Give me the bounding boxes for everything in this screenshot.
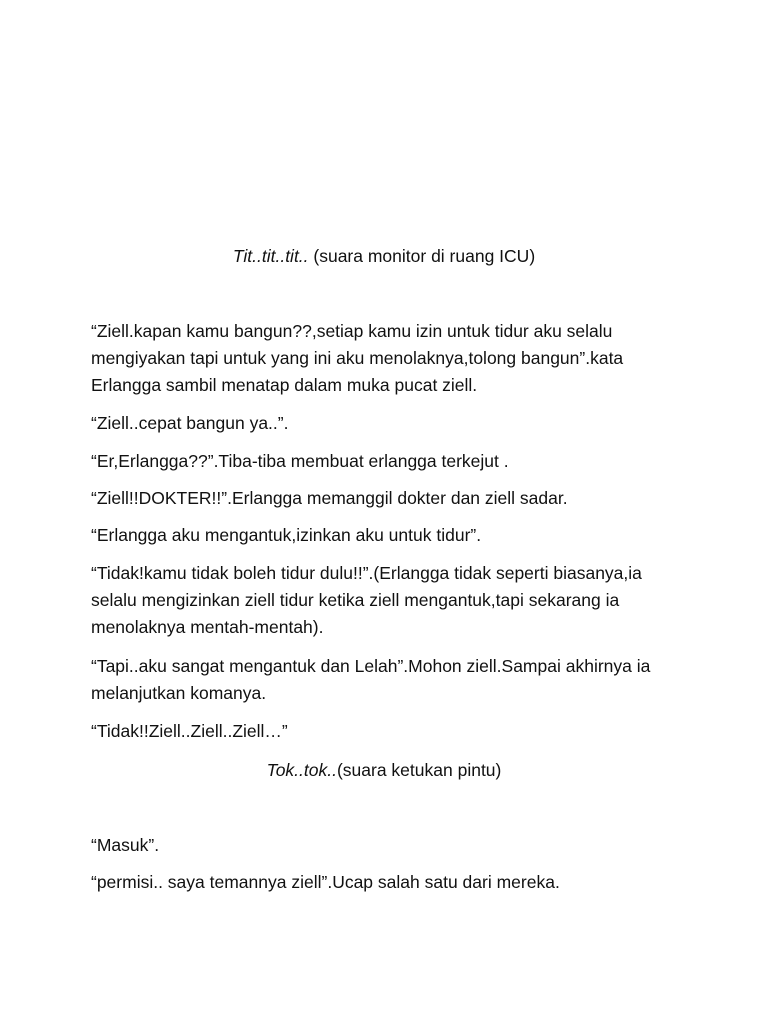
scene-description: (suara ketukan pintu): [336, 760, 502, 780]
paragraph-6: “Tidak!kamu tidak boleh tidur dulu!!”.(Erlangga tidak seperti biasanya,ia selalu mengizinkan ziell tidur ketika ziell mengantuk,tapi sekarang ia menolaknya mentah-mentah).: [91, 563, 642, 637]
paragraph-10: “permisi.. saya temannya ziell”.Ucap salah satu dari mereka.: [91, 872, 560, 892]
paragraph-4: “Ziell!!DOKTER!!”.Erlangga memanggil dokter dan ziell sadar.: [91, 488, 568, 508]
sound-effect-text: Tit..tit..tit..: [232, 246, 309, 266]
paragraph-1: “Ziell.kapan kamu bangun??,setiap kamu izin untuk tidur aku selalu mengiyakan tapi untuk yang ini aku menolaknya,tolong bangun”.kata Erlangga sambil menatap dalam muka pucat ziell.: [91, 321, 624, 395]
paragraph-3: “Er,Erlangga??”.Tiba-tiba membuat erlangga terkejut .: [91, 451, 509, 471]
paragraph-7: “Tapi..aku sangat mengantuk dan Lelah”.Mohon ziell.Sampai akhirnya ia melanjutkan komanya.: [91, 656, 651, 703]
sound-effect-text: Tok..tok..: [266, 760, 337, 780]
scene-heading-knock: [0, 758, 768, 782]
paragraph-9: “Masuk”.: [91, 835, 160, 855]
paragraph-8: “Tidak!!Ziell..Ziell..Ziell…”: [91, 721, 288, 741]
paragraph-2: “Ziell..cepat bangun ya..”.: [91, 413, 289, 433]
scene-description: (suara monitor di ruang ICU): [308, 246, 536, 266]
scene-heading-icu: [0, 244, 768, 268]
paragraph-5: “Erlangga aku mengantuk,izinkan aku untuk tidur”.: [91, 525, 482, 545]
